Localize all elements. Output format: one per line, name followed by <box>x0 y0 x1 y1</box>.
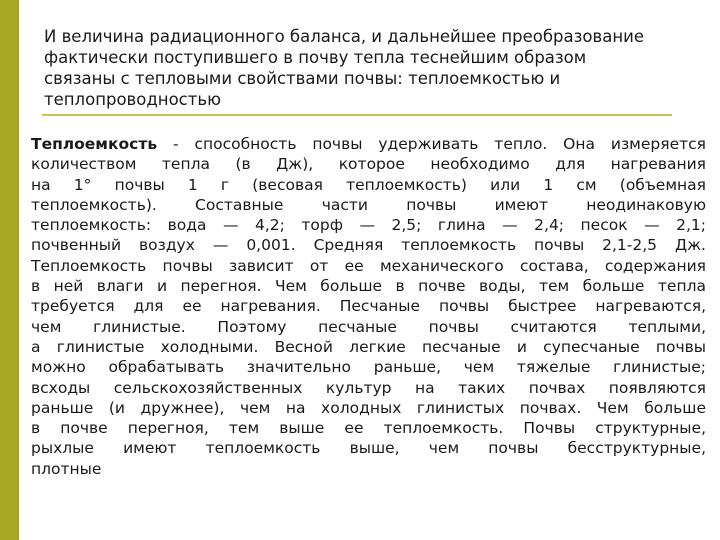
defined-term: Теплоемкость <box>31 135 158 153</box>
heading-line: теплопроводностью <box>44 90 221 109</box>
paragraph-line: количеством тепла (в Дж), которое необходимо для нагревания <box>31 155 706 174</box>
paragraph-line: теплоемкость). Составные части почвы имеют неодинаковую <box>31 195 706 214</box>
slide-heading <box>44 26 704 110</box>
paragraph-line: рыхлые имеют теплоемкость выше, чем почвы бесструктурные, <box>31 439 706 458</box>
paragraph-line: теплоемкость: вода — 4,2; торф — 2,5; глина — 2,4; песок — 2,1; <box>31 216 706 235</box>
heading-separator <box>42 114 672 116</box>
paragraph-line: в ней влаги и перегноя. Чем больше в почве воды, тем больше тепла <box>31 277 706 296</box>
paragraph-line: Теплоемкость почвы зависит от ее механического состава, содержания <box>31 256 706 275</box>
paragraph-line: можно обрабатывать значительно раньше, чем тяжелые глинистые; <box>31 358 706 377</box>
paragraph-line: чем глинистые. Поэтому песчаные почвы считаются теплыми, <box>31 317 706 336</box>
paragraph-line: раньше (и дружнее), чем на холодных глинистых почвах. Чем больше <box>31 398 706 417</box>
paragraph-line <box>31 134 706 154</box>
left-accent-bar <box>0 0 19 540</box>
paragraph-line: требуется для ее нагревания. Песчаные почвы быстрее нагреваются, <box>31 297 706 316</box>
paragraph-line: на 1° почвы 1 г (весовая теплоемкость) или 1 см (объемная <box>31 175 706 194</box>
heading-line: фактически поступившего в почву тепла теснейшим образом <box>44 48 587 67</box>
paragraph-line: всходы сельскохозяйственных культур на таких почвах появляются <box>31 378 706 397</box>
paragraph-line: плотные <box>31 459 102 478</box>
heading-line: связаны с тепловыми свойствами почвы: теплоемкостью и <box>44 69 561 88</box>
heading-line: И величина радиационного баланса, и дальнейшее преобразование <box>44 27 645 46</box>
definition-intro: - способность почвы удерживать тепло. Она измеряется <box>157 135 706 153</box>
paragraph-line: в почве перегноя, тем выше ее теплоемкость. Почвы структурные, <box>31 419 706 438</box>
paragraph-line: а глинистые холодными. Весной легкие песчаные и супесчаные почвы <box>31 337 706 356</box>
paragraph-line: почвенный воздух — 0,001. Средняя теплоемкость почвы 2,1-2,5 Дж. <box>31 236 706 255</box>
definition-paragraph <box>31 134 706 479</box>
